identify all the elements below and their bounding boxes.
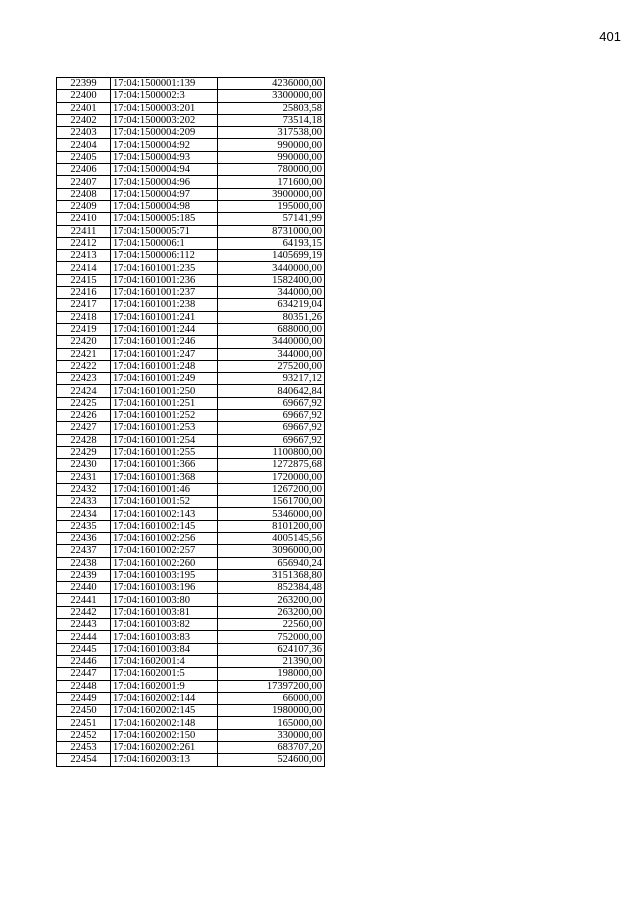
table-row [57,532,325,544]
value-cell: 3440000,00 [218,336,325,348]
row-number-cell: 22454 [57,754,111,766]
table-row [57,471,325,483]
row-number-cell: 22427 [57,422,111,434]
cadastral-number-cell: 17:04:1601003:82 [111,619,218,631]
cadastral-number-cell: 17:04:1602002:144 [111,692,218,704]
value-cell: 69667,92 [218,434,325,446]
table-row [57,78,325,90]
table-row [57,262,325,274]
table-row [57,742,325,754]
table-row [57,520,325,532]
table-row [57,213,325,225]
table-row [57,114,325,126]
table-row [57,287,325,299]
row-number-cell: 22442 [57,606,111,618]
row-number-cell: 22438 [57,557,111,569]
cadastral-number-cell: 17:04:1500004:92 [111,139,218,151]
table-row [57,557,325,569]
row-number-cell: 22430 [57,459,111,471]
cadastral-number-cell: 17:04:1601002:145 [111,520,218,532]
cadastral-number-cell: 17:04:1601001:255 [111,446,218,458]
table-row [57,508,325,520]
cadastral-number-cell: 17:04:1601003:196 [111,582,218,594]
row-number-cell: 22444 [57,631,111,643]
value-cell: 22560,00 [218,619,325,631]
row-number-cell: 22410 [57,213,111,225]
table-row [57,127,325,139]
value-cell: 3900000,00 [218,188,325,200]
value-cell: 840642,84 [218,385,325,397]
value-cell: 66000,00 [218,692,325,704]
value-cell: 780000,00 [218,164,325,176]
value-cell: 3151368,80 [218,569,325,581]
value-cell: 317538,00 [218,127,325,139]
row-number-cell: 22428 [57,434,111,446]
table-row [57,225,325,237]
cadastral-number-cell: 17:04:1601001:250 [111,385,218,397]
row-number-cell: 22421 [57,348,111,360]
table-row [57,176,325,188]
row-number-cell: 22437 [57,545,111,557]
cadastral-number-cell: 17:04:1602001:4 [111,655,218,667]
value-cell: 64193,15 [218,237,325,249]
cadastral-number-cell: 17:04:1500006:1 [111,237,218,249]
row-number-cell: 22426 [57,410,111,422]
row-number-cell: 22402 [57,114,111,126]
row-number-cell: 22433 [57,496,111,508]
table-row [57,680,325,692]
cadastral-number-cell: 17:04:1601001:241 [111,311,218,323]
row-number-cell: 22420 [57,336,111,348]
value-cell: 624107,36 [218,643,325,655]
row-number-cell: 22449 [57,692,111,704]
cadastral-number-cell: 17:04:1601002:257 [111,545,218,557]
row-number-cell: 22446 [57,655,111,667]
row-number-cell: 22450 [57,705,111,717]
cadastral-number-cell: 17:04:1601001:52 [111,496,218,508]
row-number-cell: 22413 [57,250,111,262]
row-number-cell: 22443 [57,619,111,631]
value-cell: 990000,00 [218,151,325,163]
value-cell: 69667,92 [218,410,325,422]
row-number-cell: 22431 [57,471,111,483]
table-row [57,496,325,508]
table-row [57,274,325,286]
row-number-cell: 22432 [57,483,111,495]
row-number-cell: 22414 [57,262,111,274]
cadastral-number-cell: 17:04:1500002:3 [111,90,218,102]
row-number-cell: 22415 [57,274,111,286]
row-number-cell: 22424 [57,385,111,397]
cadastral-number-cell: 17:04:1601001:236 [111,274,218,286]
cadastral-number-cell: 17:04:1500001:139 [111,78,218,90]
cadastral-number-cell: 17:04:1601001:368 [111,471,218,483]
cadastral-number-cell: 17:04:1601001:244 [111,323,218,335]
value-cell: 4005145,56 [218,532,325,544]
value-cell: 93217,12 [218,373,325,385]
value-cell: 3096000,00 [218,545,325,557]
row-number-cell: 22451 [57,717,111,729]
table-row [57,373,325,385]
value-cell: 8731000,00 [218,225,325,237]
table-row [57,102,325,114]
table-row [57,717,325,729]
cadastral-number-cell: 17:04:1500004:97 [111,188,218,200]
value-cell: 344000,00 [218,287,325,299]
cadastral-number-cell: 17:04:1500005:71 [111,225,218,237]
row-number-cell: 22423 [57,373,111,385]
value-cell: 275200,00 [218,360,325,372]
row-number-cell: 22439 [57,569,111,581]
row-number-cell: 22405 [57,151,111,163]
table-row [57,336,325,348]
cadastral-number-cell: 17:04:1601001:252 [111,410,218,422]
value-cell: 25803,58 [218,102,325,114]
table-row [57,151,325,163]
row-number-cell: 22453 [57,742,111,754]
table-row [57,459,325,471]
cadastral-number-cell: 17:04:1601002:260 [111,557,218,569]
table-row [57,200,325,212]
row-number-cell: 22416 [57,287,111,299]
row-number-cell: 22440 [57,582,111,594]
cadastral-number-cell: 17:04:1601002:143 [111,508,218,520]
value-cell: 3440000,00 [218,262,325,274]
table-body [57,78,325,767]
value-cell: 1720000,00 [218,471,325,483]
value-cell: 656940,24 [218,557,325,569]
row-number-cell: 22417 [57,299,111,311]
row-number-cell: 22406 [57,164,111,176]
row-number-cell: 22400 [57,90,111,102]
row-number-cell: 22399 [57,78,111,90]
value-cell: 344000,00 [218,348,325,360]
value-cell: 1405699,19 [218,250,325,262]
table-row [57,139,325,151]
cadastral-number-cell: 17:04:1601001:249 [111,373,218,385]
table-row [57,422,325,434]
table-row [57,606,325,618]
table-row [57,582,325,594]
cadastral-number-cell: 17:04:1601003:195 [111,569,218,581]
value-cell: 198000,00 [218,668,325,680]
cadastral-number-cell: 17:04:1602002:145 [111,705,218,717]
value-cell: 195000,00 [218,200,325,212]
value-cell: 165000,00 [218,717,325,729]
row-number-cell: 22409 [57,200,111,212]
table-row [57,545,325,557]
cadastral-number-cell: 17:04:1500006:112 [111,250,218,262]
value-cell: 1582400,00 [218,274,325,286]
value-cell: 330000,00 [218,729,325,741]
table-row [57,483,325,495]
cadastral-number-cell: 17:04:1500004:94 [111,164,218,176]
table-row [57,164,325,176]
cadastral-number-cell: 17:04:1601001:237 [111,287,218,299]
cadastral-number-cell: 17:04:1601003:84 [111,643,218,655]
cadastral-number-cell: 17:04:1601001:246 [111,336,218,348]
table-row [57,360,325,372]
row-number-cell: 22412 [57,237,111,249]
table-row [57,299,325,311]
row-number-cell: 22448 [57,680,111,692]
table-row [57,237,325,249]
value-cell: 3300000,00 [218,90,325,102]
table-row [57,705,325,717]
cadastral-number-cell: 17:04:1602002:261 [111,742,218,754]
cadastral-number-cell: 17:04:1500004:98 [111,200,218,212]
value-cell: 17397200,00 [218,680,325,692]
value-cell: 73514,18 [218,114,325,126]
table-row [57,594,325,606]
row-number-cell: 22422 [57,360,111,372]
row-number-cell: 22436 [57,532,111,544]
value-cell: 171600,00 [218,176,325,188]
row-number-cell: 22419 [57,323,111,335]
cadastral-number-cell: 17:04:1601001:46 [111,483,218,495]
table-row [57,188,325,200]
value-cell: 80351,26 [218,311,325,323]
value-cell: 852384,48 [218,582,325,594]
value-cell: 5346000,00 [218,508,325,520]
row-number-cell: 22452 [57,729,111,741]
row-number-cell: 22418 [57,311,111,323]
table-row [57,631,325,643]
row-number-cell: 22408 [57,188,111,200]
row-number-cell: 22447 [57,668,111,680]
table-row [57,434,325,446]
cadastral-number-cell: 17:04:1500005:185 [111,213,218,225]
cadastral-number-cell: 17:04:1602002:150 [111,729,218,741]
table-row [57,668,325,680]
value-cell: 634219,04 [218,299,325,311]
table-row [57,619,325,631]
value-cell: 57141,99 [218,213,325,225]
value-cell: 8101200,00 [218,520,325,532]
row-number-cell: 22404 [57,139,111,151]
row-number-cell: 22403 [57,127,111,139]
value-cell: 263200,00 [218,606,325,618]
cadastral-number-cell: 17:04:1601003:80 [111,594,218,606]
cadastral-number-cell: 17:04:1500003:202 [111,114,218,126]
cadastral-number-cell: 17:04:1601001:253 [111,422,218,434]
cadastral-number-cell: 17:04:1500003:201 [111,102,218,114]
table-row [57,446,325,458]
value-cell: 1980000,00 [218,705,325,717]
table-row [57,323,325,335]
cadastral-number-cell: 17:04:1601003:83 [111,631,218,643]
value-cell: 524600,00 [218,754,325,766]
cadastral-number-cell: 17:04:1601002:256 [111,532,218,544]
cadastral-value-table [56,77,325,767]
table-row [57,692,325,704]
cadastral-number-cell: 17:04:1601001:238 [111,299,218,311]
value-cell: 1561700,00 [218,496,325,508]
cadastral-number-cell: 17:04:1601001:248 [111,360,218,372]
cadastral-number-cell: 17:04:1601001:247 [111,348,218,360]
table-row [57,250,325,262]
row-number-cell: 22435 [57,520,111,532]
table-row [57,729,325,741]
value-cell: 4236000,00 [218,78,325,90]
row-number-cell: 22425 [57,397,111,409]
value-cell: 21390,00 [218,655,325,667]
table-row [57,754,325,766]
value-cell: 688000,00 [218,323,325,335]
cadastral-number-cell: 17:04:1601001:251 [111,397,218,409]
cadastral-number-cell: 17:04:1602002:148 [111,717,218,729]
value-cell: 69667,92 [218,397,325,409]
cadastral-number-cell: 17:04:1500004:96 [111,176,218,188]
table-row [57,655,325,667]
value-cell: 683707,20 [218,742,325,754]
row-number-cell: 22441 [57,594,111,606]
value-cell: 1272875,68 [218,459,325,471]
value-cell: 263200,00 [218,594,325,606]
cadastral-number-cell: 17:04:1601001:366 [111,459,218,471]
page-number: 401 [599,29,621,44]
row-number-cell: 22429 [57,446,111,458]
table-row [57,385,325,397]
row-number-cell: 22407 [57,176,111,188]
table-row [57,410,325,422]
row-number-cell: 22401 [57,102,111,114]
table-row [57,348,325,360]
table-row [57,90,325,102]
value-cell: 1267200,00 [218,483,325,495]
cadastral-number-cell: 17:04:1500004:93 [111,151,218,163]
cadastral-number-cell: 17:04:1601001:254 [111,434,218,446]
table-row [57,311,325,323]
cadastral-number-cell: 17:04:1601003:81 [111,606,218,618]
value-cell: 69667,92 [218,422,325,434]
value-cell: 990000,00 [218,139,325,151]
table-row [57,569,325,581]
cadastral-number-cell: 17:04:1602003:13 [111,754,218,766]
row-number-cell: 22434 [57,508,111,520]
value-cell: 1100800,00 [218,446,325,458]
value-cell: 752000,00 [218,631,325,643]
row-number-cell: 22445 [57,643,111,655]
cadastral-number-cell: 17:04:1500004:209 [111,127,218,139]
table-row [57,397,325,409]
cadastral-number-cell: 17:04:1602001:5 [111,668,218,680]
row-number-cell: 22411 [57,225,111,237]
cadastral-number-cell: 17:04:1602001:9 [111,680,218,692]
cadastral-number-cell: 17:04:1601001:235 [111,262,218,274]
table-row [57,643,325,655]
